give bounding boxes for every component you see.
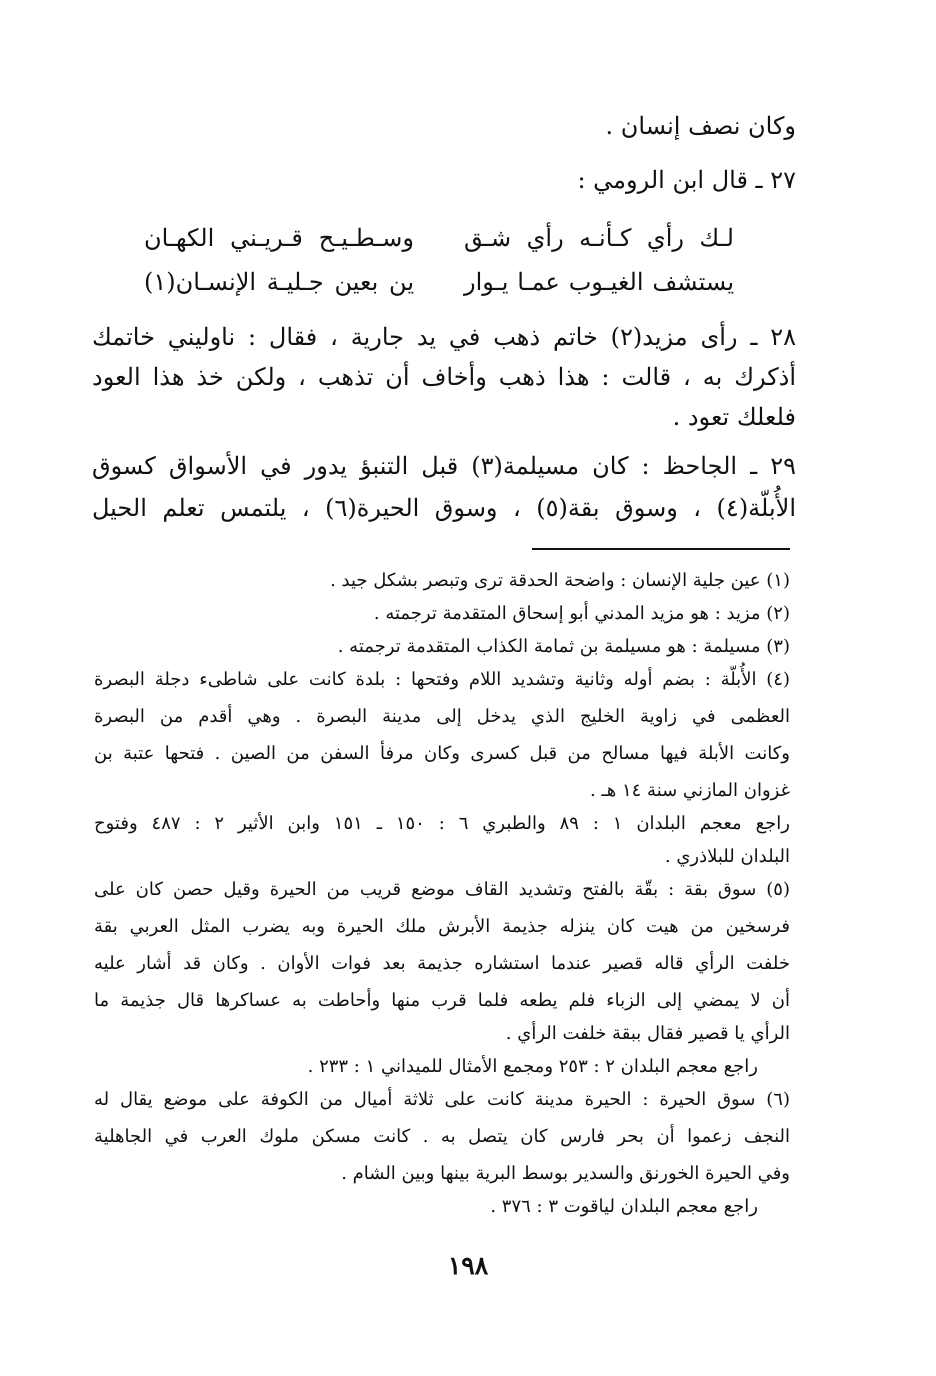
footnote-line: (١) عين جلية الإنسان : واضحة الحدقة ترى وتبصر بشكل جيد . [330,570,790,591]
footnote-line: راجع معجم البلدان لياقوت ٣ : ٣٧٦ . [490,1196,758,1217]
text-line: فلعلك تعود . [672,403,796,431]
footnote-line: العظمى في زاوية الخليج الذي يدخل إلى مدينة البصرة . وهي أقدم من البصرة [94,706,790,727]
poem-verse [144,217,734,259]
footnote-line: غزوان المازني سنة ١٤ هـ . [590,780,790,801]
page-number: ١٩٨ [447,1251,489,1280]
footnote-line: (٣) مسيلمة : هو مسيلمة بن ثمامة الكذاب المتقدمة ترجمته . [337,636,790,657]
footnote-line: وكانت الأبلة فيها مسالح من قبل كسرى وكان مرفأ السفن من الصين . فتحها عتبة بن [94,743,790,764]
verse-first-half: لـك رأي كـأنـه رأي شـق [464,224,734,252]
footnote-line: البلدان للبلاذري . [664,846,790,867]
footnote-line: (٥) سوق بقة : بقّة بالفتح وتشديد القاف موضع قريب من الحيرة وقيل حصن كان على [94,879,790,900]
footnote-line: راجع معجم البلدان ٢ : ٢٥٣ ومجمع الأمثال للميداني ١ : ٢٣٣ . [307,1056,758,1077]
verse-first-half: يستشف الغيـوب عمـا يـوار [464,268,734,296]
footnote-line: النجف زعموا أن بحر فارس كان يتصل به . كانت مسكن ملوك العرب في الجاهلية [94,1126,790,1147]
footnote-line: (٢) مزيد : هو مزيد المدني أبو إسحاق المتقدمة ترجمته . [373,603,790,624]
text-line: ٢٨ ـ رأى مزيد(٢) خاتم ذهب في يد جارية ، فقال : ناوليني خاتمك [92,323,796,351]
text-line: ٢٩ ـ الجاحظ : كان مسيلمة(٣) قبل التنبؤ يدور في الأسواق كسوق [92,452,796,480]
footnote-line: راجع معجم البلدان ١ : ٨٩ والطبري ٦ : ١٥٠ ـ ١٥١ وابن الأثير ٢ : ٤٨٧ وفتوح [94,813,790,834]
footnote-line: (٦) سوق الحيرة : الحيرة مدينة كانت على ثلاثة أميال من الكوفة على موضع يقال له [94,1089,790,1110]
verse-second-half: وسـطـيـح قـريـني الكهـان [144,224,414,252]
text-line: وكان نصف إنسان . [605,112,796,140]
footnote-line: خلفت الرأي قاله قصير عندما استشاره جذيمة بعد فوات الأوان . وكان قد أشار عليه [94,953,790,974]
footnote-line: وفي الحيرة الخورنق والسدير بوسط البرية بينها وبين الشام . [341,1163,790,1184]
footnote-line: أن لا يمضي إلى الزباء فلم يطعه فلما قرب منها وأحاطت به عساكرها قال جذيمة ما [94,990,790,1011]
text-line: أذكرك به ، قالت : هذا ذهب وأخاف أن تذهب ، ولكن خذ هذا العود [92,363,796,391]
text-line: ٢٧ ـ قال ابن الرومي : [577,166,796,194]
footnote-line: فرسخين من هيت كان ينزله جذيمة الأبرش ملك الحيرة وبه يضرب المثل العربي بقة [94,916,790,937]
footnote-line: الرأي يا قصير فقال ببقة خلفت الرأي . [505,1023,790,1044]
text-line: الأُبلّة(٤) ، وسوق بقة(٥) ، وسوق الحيرة(٦) ، يلتمس تعلم الحيل [92,494,797,522]
poem-verse [144,261,734,303]
verse-second-half: ين بعين جـليـة الإنسـان(١) [144,268,414,296]
footnote-divider [532,548,790,550]
footnote-line: (٤) الأُبلّة : بضم أوله وثانية وتشديد اللام وفتحها : بلدة كانت على شاطىء دجلة البصرة [94,669,790,690]
